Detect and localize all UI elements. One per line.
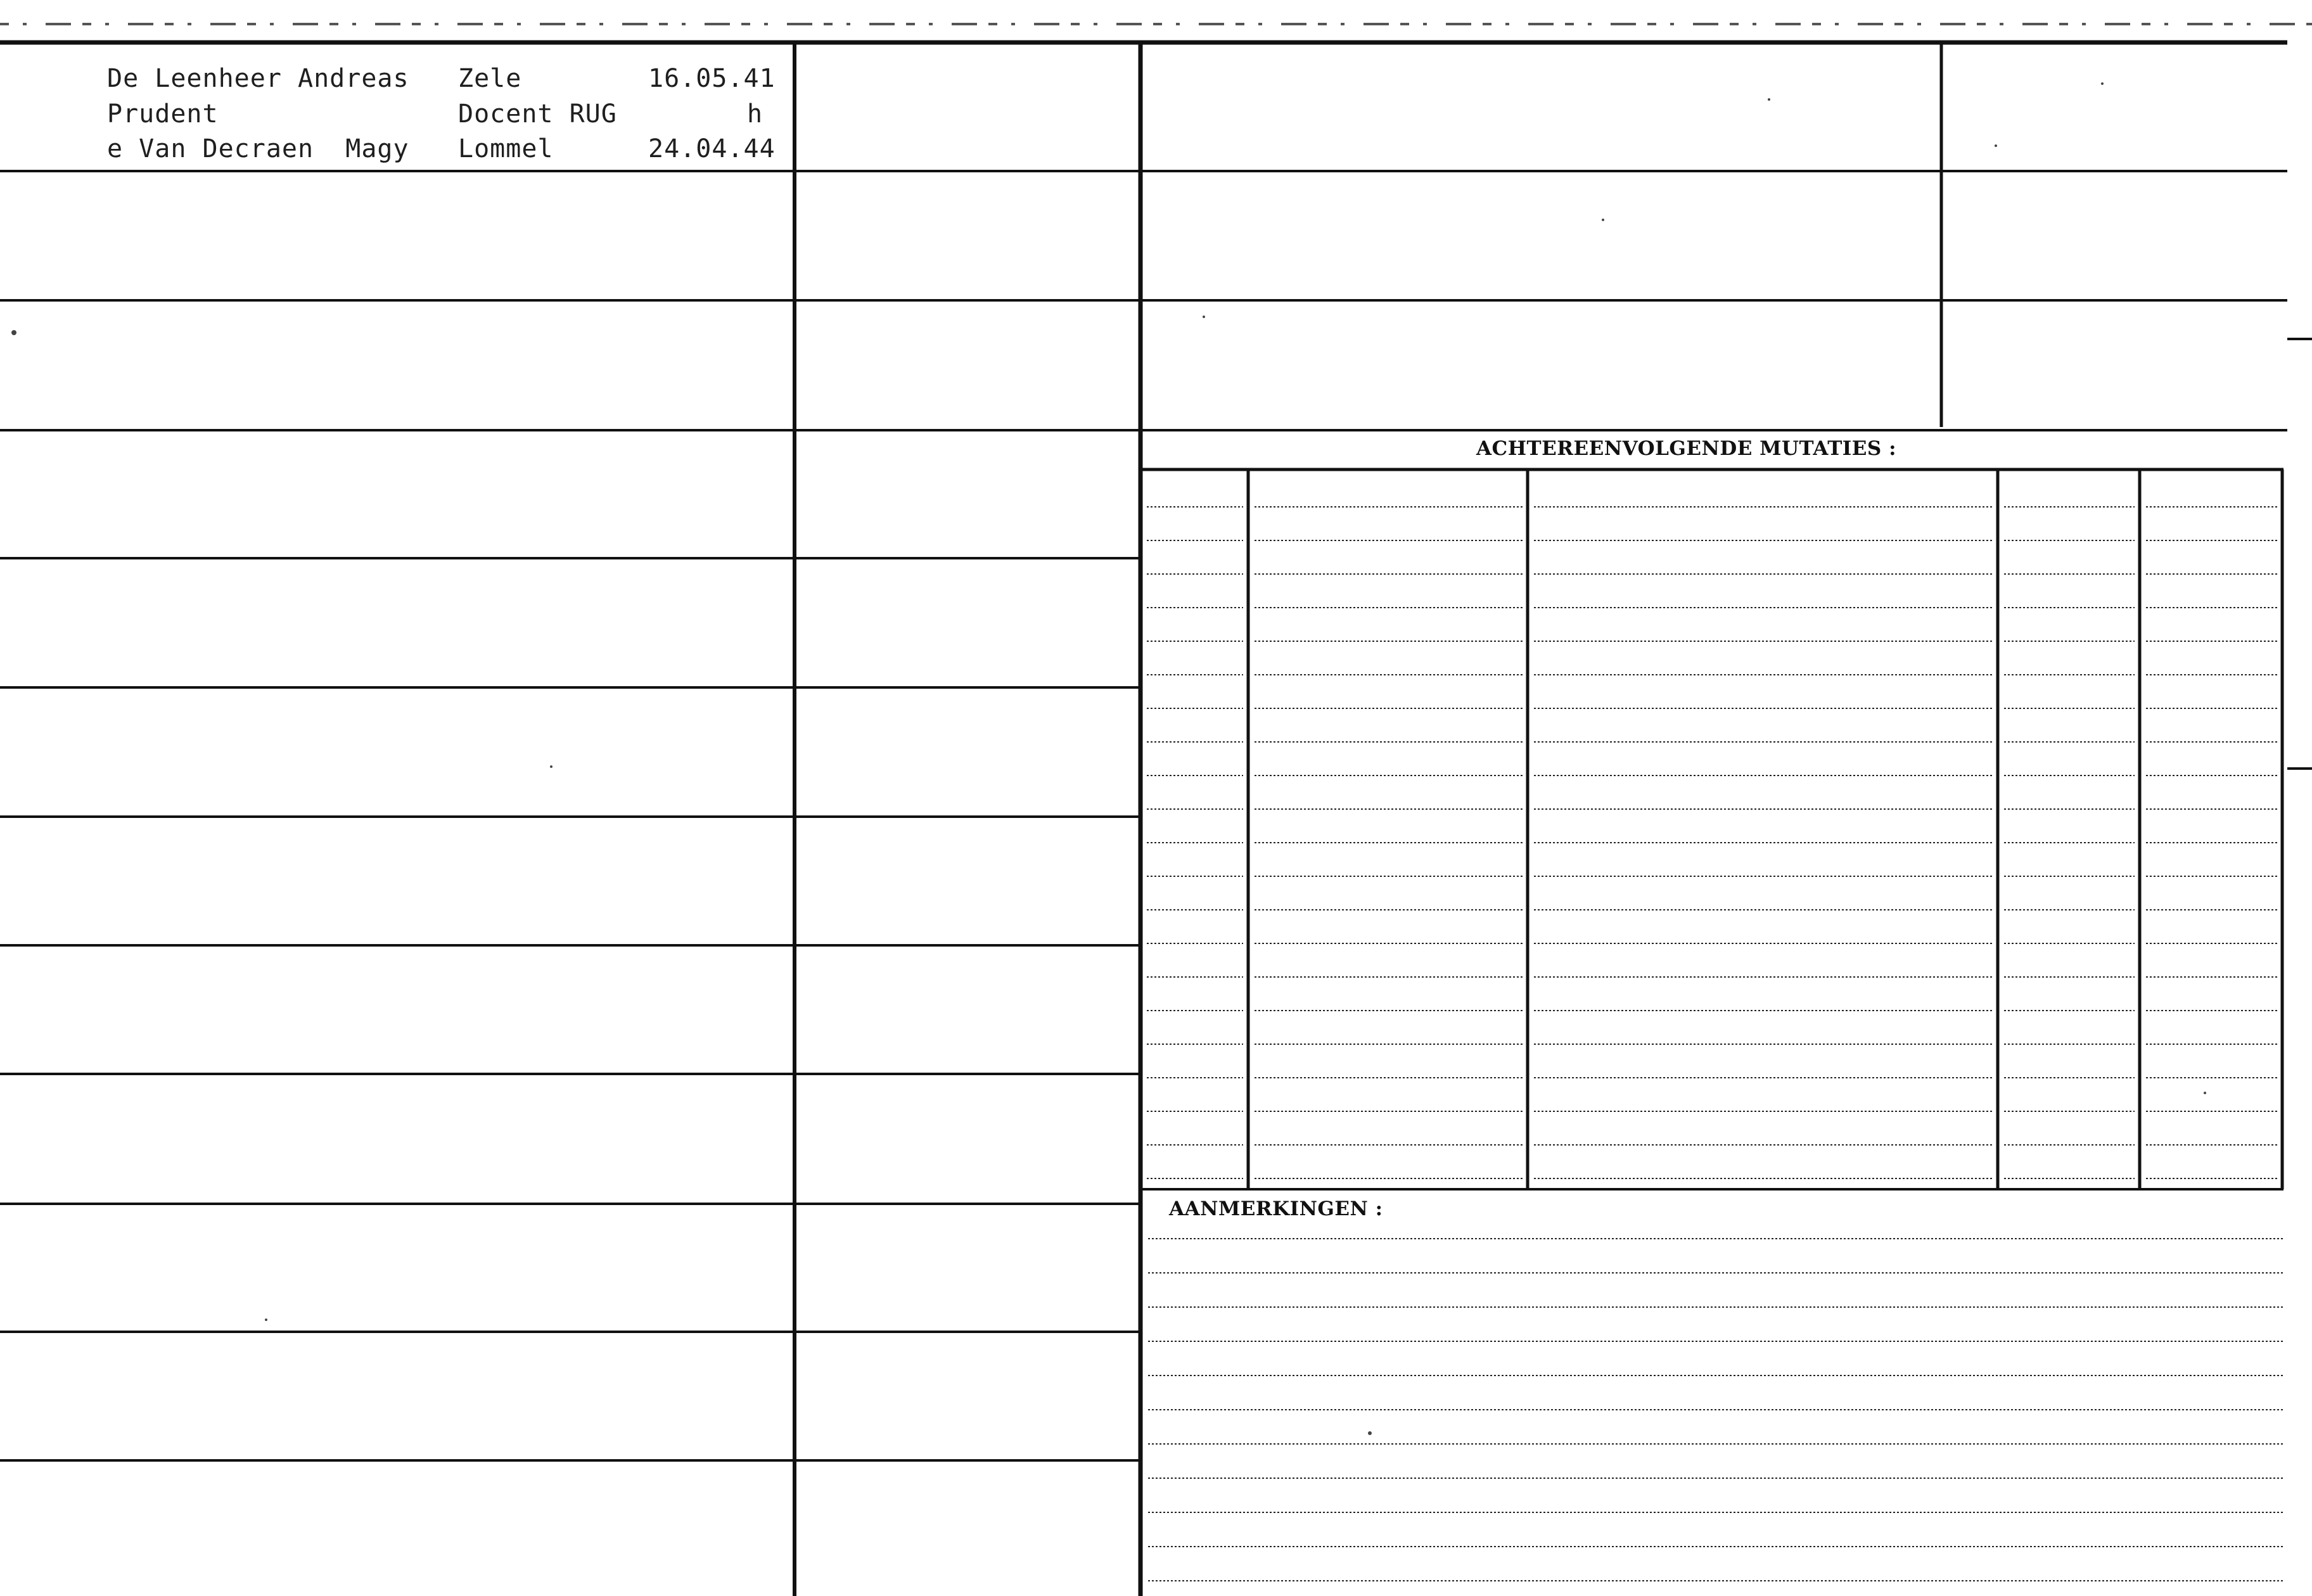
right-upper-rows bbox=[1140, 171, 2287, 430]
entry-date-1: 16.05.41 bbox=[648, 64, 776, 93]
entry-place-3: Lommel bbox=[458, 134, 554, 163]
remarks-dotted-rows bbox=[1148, 1239, 2283, 1581]
entry-place-1: Zele bbox=[458, 64, 522, 93]
entry-place-2: Docent RUG bbox=[458, 99, 617, 129]
entry-name-1: De Leenheer Andreas bbox=[107, 64, 409, 93]
mutations-heading: ACHTEREENVOLGENDE MUTATIES : bbox=[1476, 437, 1897, 460]
entry-date-3: 24.04.44 bbox=[648, 134, 776, 163]
mutations-table-columns bbox=[1248, 469, 2282, 1189]
entry-name-2: Prudent bbox=[107, 99, 219, 129]
entry-date-2: h bbox=[747, 99, 763, 129]
left-row-lines bbox=[0, 171, 1140, 1460]
entry-name-3: e Van Decraen Magy bbox=[107, 134, 409, 163]
scan-specks bbox=[11, 82, 2206, 1435]
remarks-heading: AANMERKINGEN : bbox=[1169, 1197, 1383, 1220]
mutations-dotted-rows bbox=[1147, 507, 2278, 1178]
